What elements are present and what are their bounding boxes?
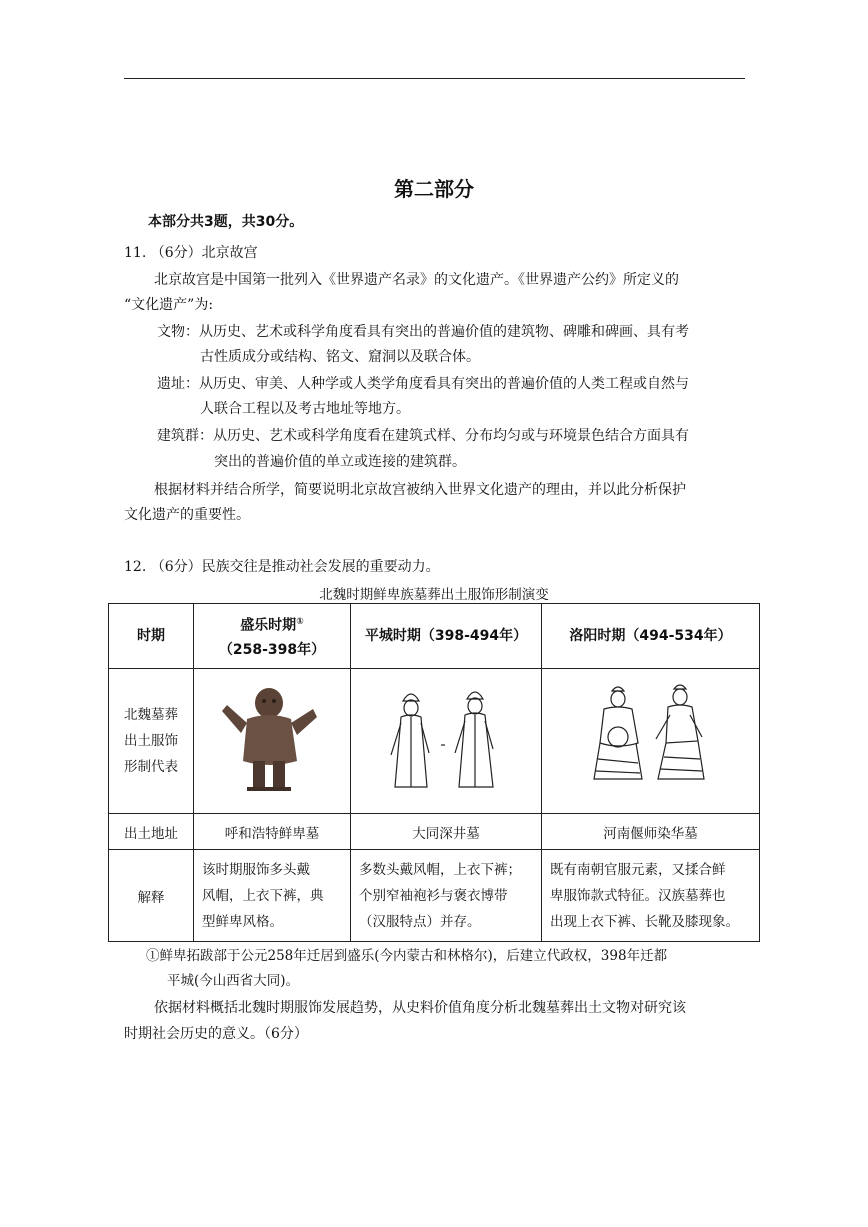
q11-text: “文化遗产”为:	[124, 297, 214, 313]
q11-item-site-cont: 人联合工程以及考古地址等地方。	[200, 401, 410, 417]
q12-heading: 12. （6分）民族交往是推动社会发展的重要动力。	[124, 559, 440, 575]
section-title: 第二部分	[394, 177, 474, 201]
q11-item-buildings: 建筑群：从历史、艺术或科学角度看在建筑式样、分布均匀或与环境景色结合方面具有	[157, 428, 689, 444]
header-pingcheng: 平城时期（398-494年）	[351, 604, 542, 669]
header-rule	[124, 78, 745, 79]
q11-item-artifact-cont: 古性质成分或结构、铭文、窟洞以及联合体。	[200, 349, 480, 365]
site-shengle: 呼和浩特鲜卑墓	[194, 814, 351, 850]
explanation-pingcheng: 多数头戴风帽，上衣下裤； 个别窄袖袍衫与褒衣博带 （汉服特点）并存。	[351, 850, 542, 942]
explanation-shengle: 该时期服饰多头戴 风帽，上衣下裤，典 型鲜卑风格。	[194, 850, 351, 942]
q11-question: 根据材料并结合所学，简要说明北京故宫被纳入世界文化遗产的理由，并以此分析保护	[154, 482, 686, 498]
table-image-row	[109, 669, 760, 814]
standing-figures-drawing	[381, 683, 511, 795]
site-luoyang: 河南偃师染华墓	[542, 814, 760, 850]
q11-text: 北京故宫是中国第一批列入《世界遗产名录》的文化遗产。《世界遗产公约》所定义的	[154, 272, 679, 288]
header-period: 时期	[109, 604, 194, 669]
table-site-row	[109, 814, 760, 850]
q11-item-buildings-cont: 突出的普遍价值的单立或连接的建筑群。	[214, 454, 466, 470]
table-explanation-row	[109, 850, 760, 942]
q12-question: 依据材料概括北魏时期服饰发展趋势，从史料价值角度分析北魏墓葬出土文物对研究该	[154, 1000, 686, 1016]
header-luoyang: 洛阳时期（494-534年）	[542, 604, 760, 669]
q11-heading: 11. （6分）北京故宫	[124, 245, 258, 261]
costume-table	[108, 603, 760, 942]
header-shengle: 盛乐时期① （258-398年）	[194, 604, 351, 669]
row-label-costume: 北魏墓葬 出土服饰 形制代表	[109, 669, 194, 814]
figure-pingcheng	[351, 669, 542, 814]
clay-figurine-image	[217, 683, 327, 795]
figure-shengle	[194, 669, 351, 814]
q11-item-site: 遗址：从历史、审美、人种学或人类学角度看具有突出的普遍价值的人类工程或自然与	[157, 376, 689, 392]
explanation-luoyang: 既有南朝官服元素，又揉合鲜 卑服饰款式特征。汉族墓葬也 出现上衣下裤、长靴及膝现象。	[542, 850, 760, 942]
q11-item-artifact: 文物：从历史、艺术或科学角度看具有突出的普遍价值的建筑物、碑雕和碑画、具有考	[157, 324, 689, 340]
section-intro: 本部分共3题，共30分。	[148, 214, 304, 230]
site-pingcheng: 大同深井墓	[351, 814, 542, 850]
table-caption: 北魏时期鲜卑族墓葬出土服饰形制演变	[319, 587, 549, 603]
row-label-explanation: 解释	[109, 850, 194, 942]
figure-luoyang	[542, 669, 760, 814]
footnote-marker: ①	[296, 617, 304, 628]
footnote-cont: 平城(今山西省大同)。	[167, 973, 300, 989]
row-label-site: 出土地址	[109, 814, 194, 850]
footnote: ①鲜卑拓跋部于公元258年迁居到盛乐(今内蒙古和林格尔)，后建立代政权，398年迁都	[146, 948, 668, 964]
q12-question-cont: 时期社会历史的意义。（6分）	[124, 1026, 308, 1042]
q11-question-cont: 文化遗产的重要性。	[124, 507, 250, 523]
table-header-row	[109, 604, 760, 669]
seated-figures-drawing	[586, 683, 716, 795]
